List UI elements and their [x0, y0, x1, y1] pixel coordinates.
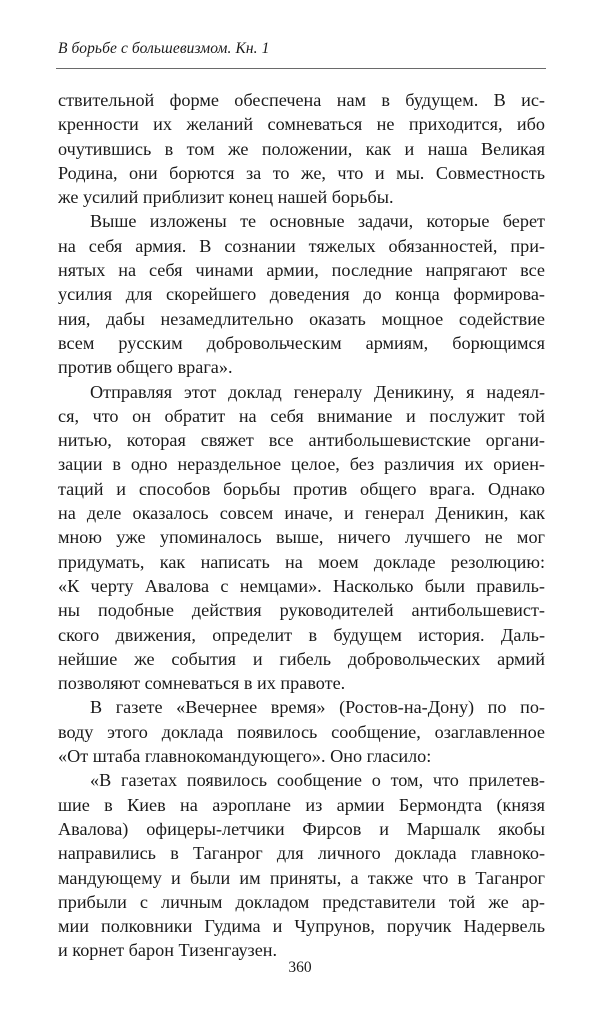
text-line: зации в одно нераздельное целое, без различия их ориен-	[58, 454, 545, 475]
text-line: очутившись в том же положении, как и наша Великая	[58, 138, 545, 159]
text-line: усилия для скорейшего доведения до конца формирова-	[58, 284, 545, 305]
text-line: против общего врага».	[58, 357, 233, 378]
text-line: нейшие же события и гибель добровольческих армий	[58, 648, 545, 669]
text-line: шие в Киев на аэроплане из армии Бермондта (князя	[58, 794, 545, 815]
text-line: Отправляя этот доклад генералу Деникину, я надеял-	[90, 381, 545, 402]
text-line: на деле оказалось совсем иначе, и генерал Деникин, как	[58, 503, 545, 524]
text-line: ния, дабы незамедлительно оказать мощное содействие	[58, 308, 545, 329]
text-line: позволяют сомневаться в их правоте.	[58, 673, 346, 694]
text-line: «От штаба главнокомандующего». Оно гласило:	[58, 746, 432, 767]
text-line: В газете «Вечернее время» (Ростов-на-Дону) по по-	[90, 697, 545, 718]
text-line: ся, что он обратит на себя внимание и послужит той	[58, 405, 545, 426]
text-line: нитью, которая свяжет все антибольшевистские органи-	[58, 430, 545, 451]
text-line: же усилий приблизит конец нашей борьбы.	[58, 187, 394, 208]
text-line: воду этого доклада появилось сообщение, озаглавленное	[58, 721, 545, 742]
text-line: таций и способов борьбы против общего врага. Однако	[58, 478, 545, 499]
text-line: на себя армия. В сознании тяжелых обязанностей, при-	[58, 235, 545, 256]
text-body	[58, 88, 545, 963]
page-number: 360	[288, 959, 312, 976]
text-line: и корнет барон Тизенгаузен.	[58, 940, 278, 961]
text-line: придумать, как написать на моем докладе резолюцию:	[58, 551, 545, 572]
text-line: «К черту Авалова с немцами». Насколько были правиль-	[58, 575, 545, 596]
running-header: В борьбе с большевизмом. Кн. 1	[58, 40, 270, 57]
text-line: всем русским добровольческим армиям, борющимся	[58, 332, 545, 353]
text-line: мандующему и были им приняты, а также что в Таганрог	[58, 867, 545, 888]
text-line: мною уже упоминалось выше, ничего лучшего не мог	[58, 527, 545, 548]
text-line: направились в Таганрог для личного доклада главноко-	[58, 843, 545, 864]
text-line: кренности их желаний сомневаться не приходится, ибо	[58, 114, 545, 135]
text-line: ны подобные действия руководителей антибольшевист-	[58, 600, 545, 621]
text-line: ского движения, определит в будущем история. Даль-	[58, 624, 545, 645]
text-line: «В газетах появилось сообщение о том, что прилетев-	[90, 770, 545, 791]
text-line: ствительной форме обеспечена нам в будущем. В ис-	[58, 90, 545, 110]
text-line: Выше изложены те основные задачи, которые берет	[90, 211, 545, 232]
text-line: прибыли с личным докладом представители той же ар-	[58, 891, 545, 912]
text-line: Авалова) офицеры-летчики Фирсов и Маршалк якобы	[58, 818, 545, 839]
header-rule	[56, 68, 546, 69]
text-line: нятых на себя чинами армии, последние напрягают все	[58, 260, 545, 281]
text-line: мии полковники Гудима и Чупрунов, поручик Надервель	[58, 916, 545, 937]
text-line: Родина, они борются за то же, что и мы. Совместность	[58, 162, 545, 183]
